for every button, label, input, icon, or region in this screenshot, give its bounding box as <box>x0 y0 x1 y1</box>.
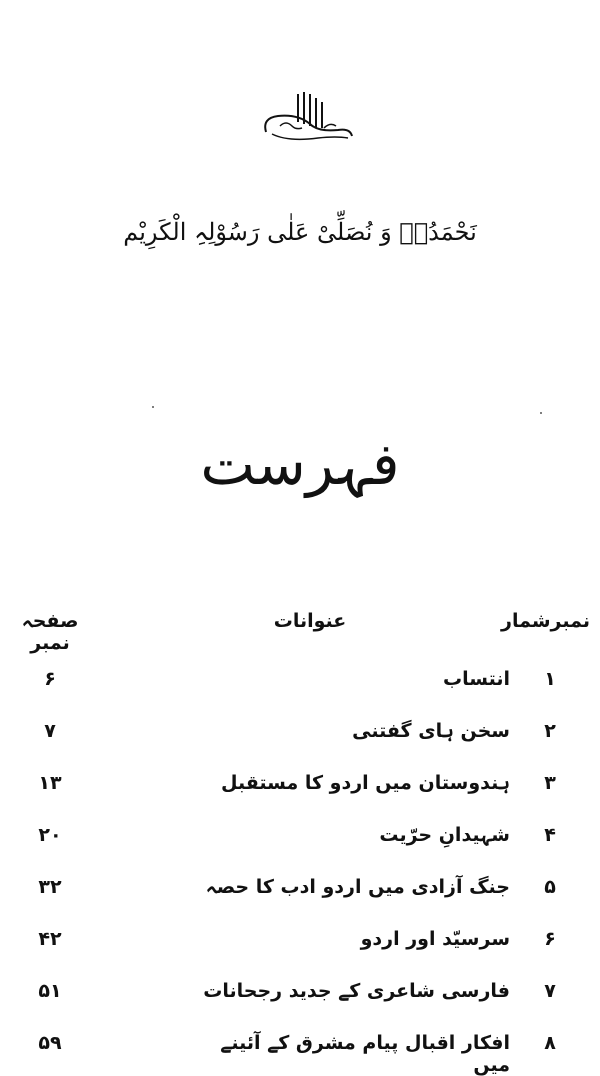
row-page: ۷ <box>44 720 56 742</box>
header-title: عنوانات <box>273 610 347 632</box>
row-title: سخن ہای گفتنی <box>352 720 510 742</box>
row-title: جنگ آزادی میں اردو ادب کا حصہ <box>205 876 510 898</box>
row-number: ۶ <box>544 928 556 950</box>
row-number: ۸ <box>544 1032 556 1054</box>
row-title: شہیدانِ حرّیت <box>379 824 510 846</box>
row-title: انتساب <box>443 668 510 690</box>
row-page: ۵۱ <box>38 980 62 1002</box>
toc-row <box>0 762 600 814</box>
toc-row <box>0 970 600 1022</box>
row-title: افکار اقبال پیام مشرق کے آئینے میں <box>220 1032 510 1076</box>
toc-row <box>0 710 600 762</box>
row-number: ۲ <box>544 720 556 742</box>
row-title: فارسی شاعری کے جدید رجحانات <box>203 980 510 1002</box>
invocation-line: نَحْمَدُہٗ وَ نُصَلِّیْ عَلٰی رَسُوْلِہِ الْکَرِیْم <box>123 218 477 246</box>
row-page: ۴۲ <box>38 928 62 950</box>
row-title: ہندوستان میں اردو کا مستقبل <box>221 772 510 794</box>
row-number: ۳ <box>544 772 556 794</box>
row-number: ۱ <box>544 668 556 690</box>
toc-header-row <box>0 600 600 658</box>
row-page: ۵۹ <box>38 1032 62 1054</box>
scan-speck <box>152 406 154 408</box>
row-title: سرسیّد اور اردو <box>360 928 510 950</box>
bismillah-calligraphy-emblem <box>258 88 354 144</box>
header-page: صفحہ نمبر <box>21 610 79 654</box>
scan-speck <box>540 412 542 414</box>
toc-row <box>0 658 600 710</box>
row-number: ۷ <box>544 980 556 1002</box>
row-page: ۳۲ <box>38 876 62 898</box>
header-number: نمبرشمار <box>501 610 590 632</box>
row-number: ۵ <box>544 876 556 898</box>
row-number: ۴ <box>544 824 556 846</box>
table-of-contents <box>0 600 600 1074</box>
toc-row <box>0 918 600 970</box>
toc-row <box>0 866 600 918</box>
toc-row <box>0 814 600 866</box>
toc-row <box>0 1022 600 1074</box>
page-title: فہرست <box>200 430 400 498</box>
row-page: ۶ <box>44 668 56 690</box>
row-page: ۲۰ <box>38 824 62 846</box>
row-page: ۱۳ <box>38 772 62 794</box>
